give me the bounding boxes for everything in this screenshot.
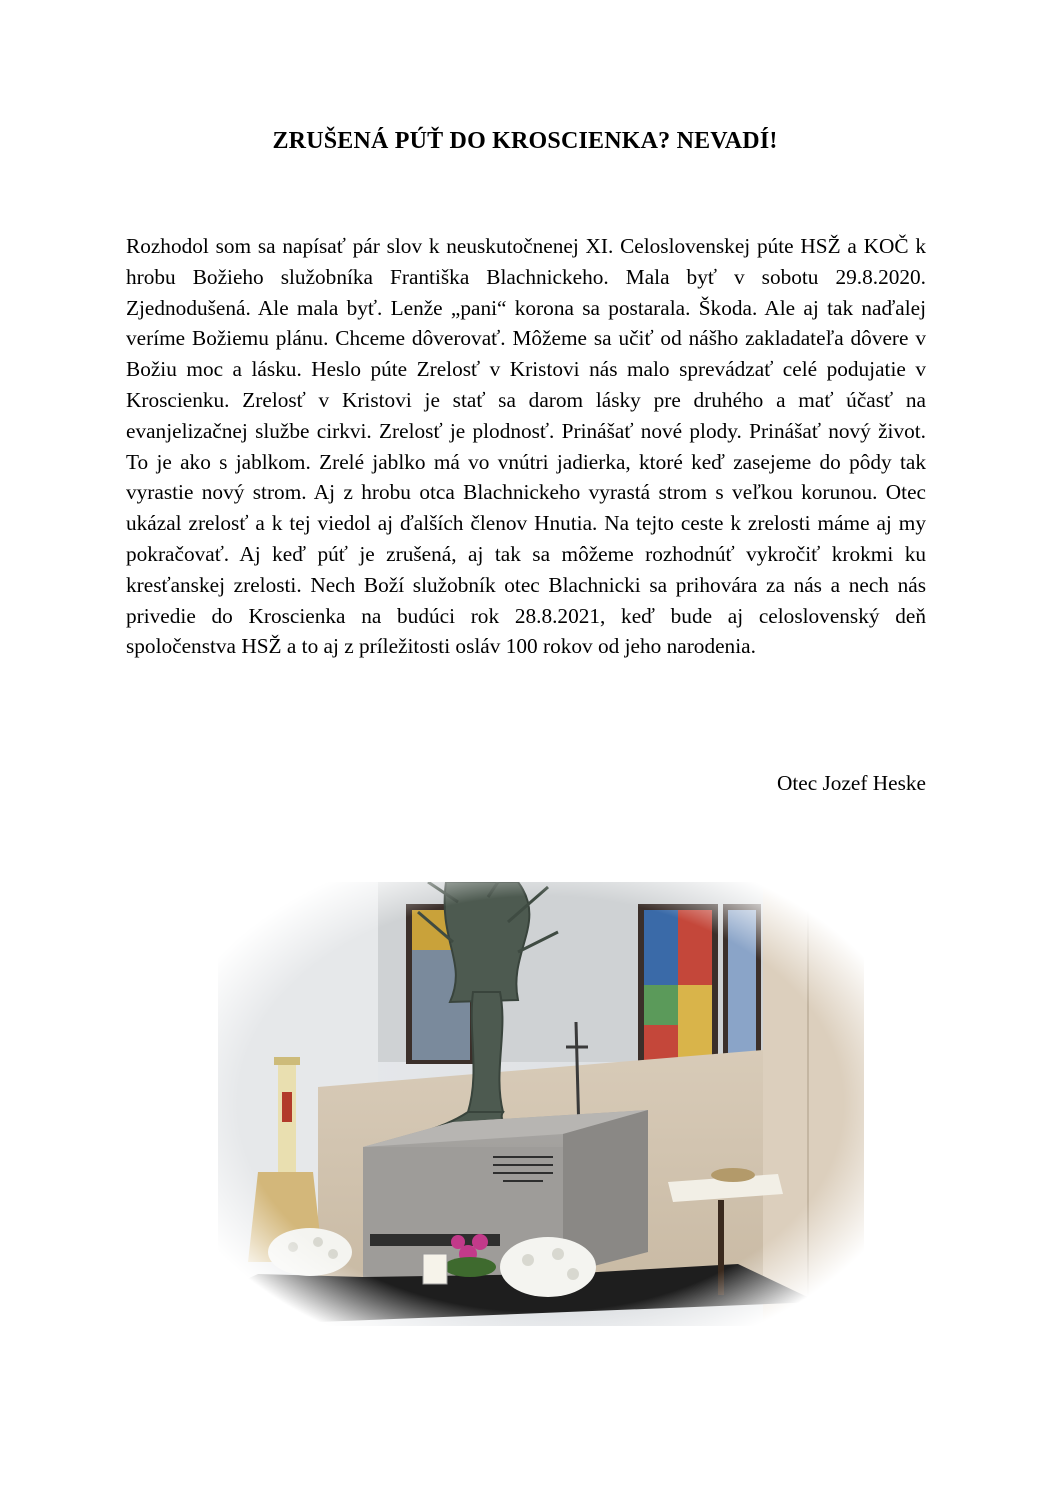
tomb-photo <box>218 882 864 1326</box>
article-body: Rozhodol som sa napísať pár slov k neuskutočnenej XI. Celoslovenskej púte HSŽ a KOČ k hrobu Božieho služobníka Františka Blachnickeho. Mala byť v sobotu 29.8.2020. Zjednodušená. Ale mala byť. Lenže „pani“ korona sa postarala. Škoda. Ale aj tak naďalej veríme Božiemu plánu. Chceme dôverovať. Môžeme sa učiť od nášho zakladateľa dôvere v Božiu moc a lásku. Heslo púte Zrelosť v Kristovi nás malo sprevádzať celé podujatie v Kroscienku. Zrelosť v Kristovi je stať sa darom lásky pre druhého a mať účasť na evanjelizačnej službe cirkvi. Zrelosť je plodnosť. Prinášať nové plody. Prinášať nový život. To je ako s jablkom. Zrelé jablko má vo vnútri jadierka, ktoré keď zasejeme do pôdy tak vyrastie nový strom. Aj z hrobu otca Blachnickeho vyrastá strom s veľkou korunou. Otec ukázal zrelosť a k tej viedol aj ďalších členov Hnutia. Na tejto ceste k zrelosti máme aj my pokračovať. Aj keď púť je zrušená, aj tak sa môžeme rozhodnúť vykročiť krokmi ku kresťanskej zrelosti. Nech Boží služobník otec Blachnicki sa prihovára za nás a nech nás privedie do Kroscienka na budúci rok 28.8.2021, keď bude aj celoslovenský deň spoločenstva HSŽ a to aj z príležitosti osláv 100 rokov od jeho narodenia. <box>126 234 926 659</box>
tomb-photo-illustration <box>218 882 864 1326</box>
page-title: ZRUŠENÁ PÚŤ DO KROSCIENKA? NEVADÍ! <box>272 128 778 154</box>
author-signature: Otec Jozef Heske <box>776 771 926 795</box>
